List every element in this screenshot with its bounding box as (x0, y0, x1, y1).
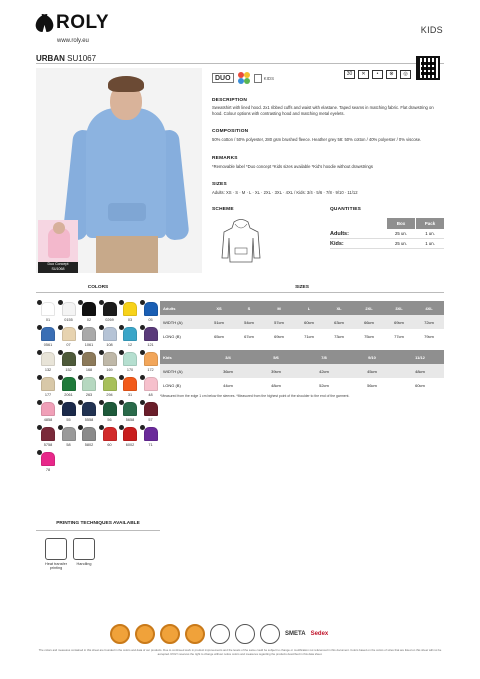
hoodie-swatch-icon (82, 327, 96, 341)
table-cell: 75cm (364, 333, 374, 339)
quality-seal-icon (110, 624, 130, 644)
table-cell: 69cm (394, 319, 404, 325)
color-swatch[interactable] (61, 327, 77, 349)
wash-30-icon: 30 (344, 70, 355, 79)
stock-dot-icon (37, 375, 42, 380)
hoodie-swatch-icon (123, 402, 137, 416)
stock-dot-icon (78, 375, 83, 380)
stock-dot-icon (78, 350, 83, 355)
color-code: 2061 (64, 393, 73, 397)
hoodie-swatch-icon (82, 402, 96, 416)
hoodie-swatch-icon (62, 327, 76, 341)
color-swatch[interactable] (61, 377, 77, 399)
color-code: 31 (127, 393, 133, 397)
color-swatch[interactable] (122, 427, 138, 449)
color-code: 60 (107, 443, 112, 447)
table-cell: 3XL (395, 305, 403, 311)
stock-dot-icon (78, 400, 83, 405)
table-cell: 52cm (319, 382, 329, 388)
hoodie-swatch-icon (123, 327, 137, 341)
color-code: 5658 (125, 418, 135, 422)
table-cell: 3/4 (225, 354, 231, 360)
remarks-text: *Removable label *Duo concept *Kids sizes available *Kid's hoodie without drawstrings (212, 164, 373, 169)
hoodie-swatch-icon (41, 452, 55, 466)
no-tumble-icon: ◎ (400, 70, 411, 79)
hoodie-swatch-icon (62, 427, 76, 441)
stock-dot-icon (58, 300, 63, 305)
color-swatch[interactable] (122, 327, 138, 349)
color-swatch[interactable] (61, 427, 77, 449)
table-cell: S (247, 305, 251, 311)
color-code: 0155 (64, 318, 73, 322)
color-swatch[interactable] (61, 302, 77, 324)
hoodie-swatch-icon (41, 427, 55, 441)
size-note: *Measured from the edge 1 cm below the sleeves. *Measured from the highest point of the shoulder to the end of the garment. (160, 394, 350, 398)
product-photo (36, 68, 202, 273)
color-swatch[interactable] (143, 327, 159, 349)
table-row: Kids: 25 un. 1 un. (330, 239, 444, 249)
description-text: Sweatshirt with lined hood. 2x1 ribbed cuffs and waist with elastane. Taped seams in matching fabric. Flat drawstring on hood. Colour options with contrasting hood and matching metal eyelets. (212, 105, 434, 116)
stock-dot-icon (119, 350, 124, 355)
color-code: 152 (65, 368, 72, 372)
quantities-title: QUANTITIES (330, 207, 362, 212)
quantities-table (330, 218, 444, 249)
hoodie-swatch-icon (103, 427, 117, 441)
color-swatch[interactable] (122, 377, 138, 399)
color-swatch[interactable] (61, 352, 77, 374)
color-code: 170 (126, 368, 134, 372)
qr-code-icon[interactable] (416, 56, 440, 80)
hoodie-swatch-icon (62, 402, 76, 416)
composition-text: 50% cotton / 50% polyester, 280 gsm brushed fleece. Heather grey 58: 50% cotton / 40% polyester / 0% viscose. (212, 137, 422, 142)
hoodie-swatch-icon (103, 377, 117, 391)
quality-seal-icon (185, 624, 205, 644)
table-cell: WIDTH (A) (163, 319, 183, 325)
color-swatch[interactable] (40, 302, 56, 324)
table-cell: 66cm (364, 319, 374, 325)
hoodie-swatch-icon (62, 302, 76, 316)
brand-logo[interactable] (36, 14, 109, 32)
stock-dot-icon (58, 325, 63, 330)
table-cell: WIDTH (A) (163, 368, 183, 374)
stock-dot-icon (99, 325, 104, 330)
palette-icon (238, 72, 250, 84)
table-cell: 48cm (415, 368, 425, 374)
color-code: 71 (148, 443, 153, 447)
certifications (110, 624, 328, 644)
table-cell: 36cm (223, 368, 233, 374)
color-code: 56 (107, 418, 112, 422)
color-swatch[interactable] (102, 327, 118, 349)
no-dryclean-icon: ⊗ (386, 70, 397, 79)
color-code: 03 (127, 318, 133, 322)
colors-title: COLORS (87, 285, 109, 290)
color-code: 55 (66, 418, 71, 422)
color-code: 1061 (84, 343, 94, 347)
hoodie-swatch-icon (123, 377, 137, 391)
table-cell: 48cm (271, 382, 281, 388)
table-cell: 51cm (214, 319, 224, 325)
stock-dot-icon (37, 400, 42, 405)
color-swatch[interactable] (122, 352, 138, 374)
care-icons (344, 70, 411, 79)
remarks-title: REMARKS (212, 156, 238, 161)
stock-dot-icon (99, 425, 104, 430)
table-row (160, 364, 444, 378)
duo-concept-photo (38, 220, 78, 262)
table-cell: 77cm (394, 333, 404, 339)
hoodie-swatch-icon (82, 377, 96, 391)
stock-dot-icon (140, 375, 145, 380)
hoodie-swatch-icon (82, 427, 96, 441)
color-code: 169 (106, 368, 113, 372)
table-cell: Kids (163, 354, 172, 360)
table-cell: 79cm (424, 333, 434, 339)
hoodie-swatch-icon (62, 377, 76, 391)
table-cell: 9/10 (368, 354, 376, 360)
table-cell: 4XL (425, 305, 433, 311)
stock-dot-icon (58, 400, 63, 405)
table-row (160, 378, 444, 392)
stock-dot-icon (99, 400, 104, 405)
color-swatch[interactable] (143, 402, 159, 424)
color-code: 57 (148, 418, 153, 422)
color-swatch[interactable] (102, 377, 118, 399)
color-swatch[interactable] (102, 402, 118, 424)
hoodie-swatch-icon (144, 402, 158, 416)
table-row (160, 329, 444, 343)
stock-dot-icon (37, 300, 42, 305)
iron-low-icon: • (372, 70, 383, 79)
table-row (160, 315, 444, 329)
table-cell: 54cm (244, 319, 254, 325)
table-cell: XL (336, 305, 342, 311)
stock-dot-icon (58, 350, 63, 355)
hoodie-swatch-icon (103, 352, 117, 366)
hoodie-swatch-icon (62, 352, 76, 366)
hoodie-swatch-icon (82, 302, 96, 316)
hoodie-swatch-icon (144, 352, 158, 366)
hoodie-swatch-icon (41, 377, 55, 391)
hoodie-swatch-icon (144, 302, 158, 316)
hoodie-swatch-icon (144, 427, 158, 441)
roly-logo-icon (36, 14, 54, 32)
table-row (160, 301, 444, 315)
stock-dot-icon (78, 300, 83, 305)
table-cell: 56cm (367, 382, 377, 388)
table-cell: 57cm (274, 319, 284, 325)
stock-dot-icon (78, 425, 83, 430)
color-code: 01 (45, 318, 51, 322)
table-cell: XS (216, 305, 222, 311)
table-cell: 65cm (214, 333, 224, 339)
color-swatch[interactable] (102, 427, 118, 449)
duo-concept-label: Duo Concept SU1068 (38, 262, 78, 273)
hoodie-swatch-icon (103, 302, 117, 316)
hoodie-swatch-icon (41, 402, 55, 416)
table-cell: 69cm (274, 333, 284, 339)
table-cell: 73cm (334, 333, 344, 339)
duo-icon: DUO (212, 73, 234, 83)
color-swatch[interactable] (122, 302, 138, 324)
stock-dot-icon (140, 425, 145, 430)
stock-dot-icon (78, 325, 83, 330)
hoodie-swatch-icon (41, 352, 55, 366)
table-cell: 7/8 (321, 354, 327, 360)
brand-name: ROLY (56, 12, 110, 33)
color-code: 5758 (43, 443, 53, 447)
stock-dot-icon (37, 350, 42, 355)
color-swatch[interactable] (143, 377, 159, 399)
stock-dot-icon (140, 350, 145, 355)
table-cell: 67cm (244, 333, 254, 339)
title-divider (36, 63, 444, 64)
table-cell: 42cm (319, 368, 329, 374)
stock-dot-icon (99, 375, 104, 380)
table-cell: 2XL (365, 305, 373, 311)
stock-dot-icon (119, 325, 124, 330)
color-swatch[interactable] (61, 402, 77, 424)
smeta-logo: SMETA (285, 631, 306, 637)
color-code: 6002 (125, 443, 135, 447)
hoodie-swatch-icon (123, 302, 137, 316)
color-swatch[interactable] (143, 302, 159, 324)
hoodie-swatch-icon (103, 402, 117, 416)
hoodie-swatch-icon (123, 427, 137, 441)
hoodie-swatch-icon (41, 327, 55, 341)
no-bleach-icon: ✕ (358, 70, 369, 79)
stock-dot-icon (119, 400, 124, 405)
hoodie-swatch-icon (123, 352, 137, 366)
color-code: 108 (106, 343, 113, 347)
color-code: 172 (147, 368, 154, 372)
color-swatch[interactable] (81, 427, 97, 449)
globe-seal-icon (210, 624, 230, 644)
color-code: 48 (148, 393, 153, 397)
table-cell: 71cm (304, 333, 314, 339)
hoodie-swatch-icon (144, 327, 158, 341)
heat-transfer-technique: Heat transfer printing (44, 538, 68, 570)
table-cell: 60cm (415, 382, 425, 388)
stock-dot-icon (119, 425, 124, 430)
kids-size-table (160, 350, 444, 392)
table-cell: LONG (B) (163, 333, 181, 339)
color-swatch[interactable] (81, 402, 97, 424)
quality-seal-icon (160, 624, 180, 644)
handling-icon (73, 538, 95, 560)
color-code: 78 (45, 468, 51, 472)
sizes-info-text: Adults: XS · S · M · L · XL · 2XL · 3XL · 4XL / Kids: 3/4 · 5/6 · 7/8 · 9/10 · 11/12 (212, 190, 358, 195)
printing-title: PRINTING TECHNIQUES AVAILABLE (56, 521, 140, 526)
table-cell: Adults (163, 305, 176, 311)
qty-header-box: Box (387, 218, 415, 229)
product-name: URBAN (36, 54, 65, 63)
category-label: KIDS (420, 25, 443, 35)
color-swatch[interactable] (122, 402, 138, 424)
color-swatch[interactable] (143, 427, 159, 449)
stock-dot-icon (37, 425, 42, 430)
color-code: 168 (85, 368, 93, 372)
color-swatch[interactable] (102, 352, 118, 374)
table-cell: 45cm (367, 368, 377, 374)
header (0, 0, 480, 65)
adult-size-table (160, 301, 444, 343)
color-code: 5802 (84, 443, 94, 447)
sizes-info-title: SIZES (212, 182, 227, 187)
hoodie-swatch-icon (82, 352, 96, 366)
stock-dot-icon (99, 300, 104, 305)
stock-dot-icon (119, 375, 124, 380)
color-swatch[interactable] (40, 352, 56, 374)
color-swatch[interactable] (81, 327, 97, 349)
table-cell: 63cm (334, 319, 344, 325)
stock-dot-icon (37, 325, 42, 330)
hoodie-scheme-icon (220, 218, 262, 264)
stock-dot-icon (58, 425, 63, 430)
color-code: 121 (147, 343, 154, 347)
color-code: 58 (66, 443, 71, 447)
color-code: 132 (44, 368, 52, 372)
color-swatch[interactable] (81, 302, 97, 324)
color-code: 4858 (43, 418, 53, 422)
brand-url[interactable]: www.roly.eu (57, 38, 89, 44)
table-cell: 5/6 (273, 354, 279, 360)
qty-header-pack: Pack (416, 218, 444, 229)
color-code: 05 (148, 318, 153, 322)
scheme-title: SCHEME (212, 207, 234, 212)
table-cell: 11/12 (415, 354, 425, 360)
product-title (36, 54, 96, 63)
heat-transfer-icon (45, 538, 67, 560)
hoodie-swatch-icon (41, 302, 55, 316)
sizes-title: SIZES (295, 285, 309, 290)
color-code: 12 (127, 343, 133, 347)
stock-dot-icon (119, 300, 124, 305)
color-swatch[interactable] (81, 377, 97, 399)
un-seal-icon (260, 624, 280, 644)
quality-seal-icon (135, 624, 155, 644)
sedex-logo: Sedex (310, 631, 329, 637)
table-cell: LONG (B) (163, 382, 181, 388)
handling-technique: Handling (72, 538, 96, 566)
color-swatch[interactable] (40, 377, 56, 399)
color-code: 02 (86, 318, 92, 322)
table-cell: 72cm (424, 319, 434, 325)
color-swatch[interactable] (102, 302, 118, 324)
hoodie-swatch-icon (144, 377, 158, 391)
stock-dot-icon (140, 400, 145, 405)
kids-icon: KIDS (254, 74, 275, 83)
feature-icons (212, 72, 274, 84)
table-row (160, 350, 444, 364)
stock-dot-icon (140, 300, 145, 305)
iso-seal-icon (235, 624, 255, 644)
color-code: 07 (66, 343, 71, 347)
table-cell: 44cm (223, 382, 233, 388)
color-swatch[interactable] (40, 427, 56, 449)
stock-dot-icon (37, 450, 42, 455)
color-swatch[interactable] (143, 352, 159, 374)
composition-title: COMPOSITION (212, 129, 249, 134)
stock-dot-icon (140, 325, 145, 330)
product-ref: SU1067 (67, 54, 97, 63)
color-swatch[interactable] (40, 327, 56, 349)
disclaimer: The colors and measures contained in this sheet are founded in the colors and data of our products. Due to continued work in product improvements and the levels of the same could be subject to change or modification not referenced in this document. Colors based on the colors of sizes that are listed on this sheet will not be accepted. ROLY reserves the right to change without notice colors and measures regarding the products described in this data sheet. (38, 648, 442, 656)
hoodie-swatch-icon (103, 327, 117, 341)
table-row: Adults: 25 un. 1 un. (330, 229, 444, 239)
table-cell: M (277, 305, 281, 311)
color-code: 0561 (43, 343, 53, 347)
stock-dot-icon (58, 375, 63, 380)
table-cell: 39cm (271, 368, 281, 374)
table-cell: L (307, 305, 311, 311)
color-code: 263 (85, 393, 93, 397)
color-code: 5558 (84, 418, 94, 422)
color-swatch[interactable] (81, 352, 97, 374)
description-title: DESCRIPTION (212, 98, 247, 103)
table-cell: 60cm (304, 319, 314, 325)
color-code: 177 (44, 393, 52, 397)
color-swatch[interactable] (40, 452, 56, 474)
color-swatch[interactable] (40, 402, 56, 424)
stock-dot-icon (99, 350, 104, 355)
color-code: 0269 (105, 318, 114, 322)
color-code: 294 (106, 393, 113, 397)
